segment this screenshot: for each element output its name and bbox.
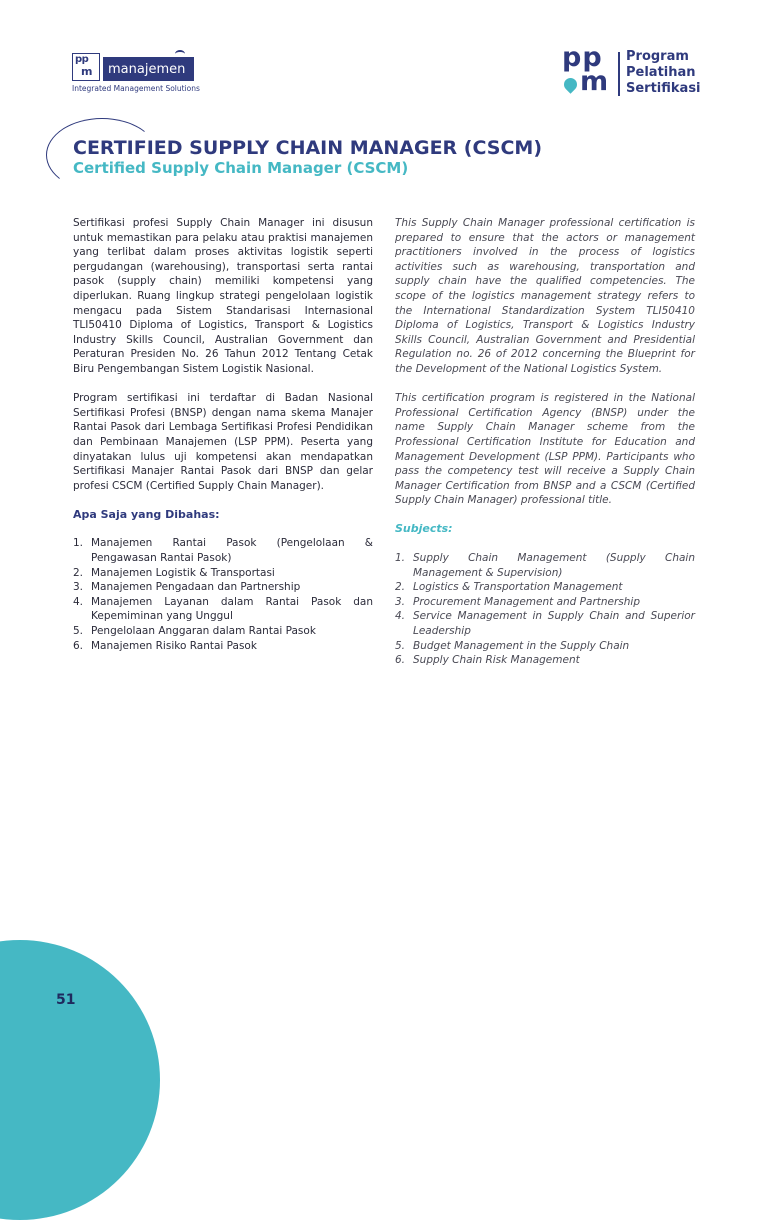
list-item: 2. Manajemen Logistik & Transportasi <box>73 566 275 579</box>
list-item: 4. Service Management in Supply Chain and Superior Leadership <box>395 610 695 638</box>
logo-tagline: Integrated Management Solutions <box>72 84 200 93</box>
list-item: 3. Manajemen Pengadaan dan Partnership <box>73 581 301 594</box>
logo-pp-text: pp <box>75 54 89 65</box>
logo-word-sertifikasi: Sertifikasi <box>626 81 701 96</box>
id-subjects-heading: Apa Saja yang Dibahas: <box>73 507 220 521</box>
list-item: 5. Pengelolaan Anggaran dalam Rantai Pasok <box>73 625 316 638</box>
en-paragraph-2: This certification program is registered in the National Professional Certification Agency (BNSP) under the name Supply Chain Manager scheme from the Professional Certification Institute for Education and Management Development (LSP PPM). Participants who pass the competency test will receive a Supply Chain Manager Certification from BNSP and a CSCM (Certified Supply Chain Manager) professional title. <box>395 392 695 507</box>
logo-right-m: m <box>580 66 609 97</box>
page-corner-circle <box>0 940 160 1220</box>
id-paragraph-2: Program sertifikasi ini terdaftar di Badan Nasional Sertifikasi Profesi (BNSP) dengan nama skema Manajer Rantai Pasok dari Lembaga Sertifikasi Profesi Pendidikan dan Pembinaan Manajemen (LSP PPM). Peserta yang dinyatakan lulus uji kompetensi akan mendapatkan Sertifikasi Manajer Rantai Pasok dari BNSP dan gelar profesi CSCM (Certified Supply Chain Manager). <box>73 392 373 492</box>
logo-swoosh-icon <box>175 50 185 58</box>
page-subtitle: Certified Supply Chain Manager (CSCM) <box>73 159 409 177</box>
page-number: 51 <box>56 992 76 1008</box>
page-title: CERTIFIED SUPPLY CHAIN MANAGER (CSCM) <box>73 137 542 159</box>
list-item: 6. Supply Chain Risk Management <box>395 654 580 667</box>
ppm-logo-box <box>72 53 100 81</box>
list-item: 3. Procurement Management and Partnership <box>395 595 641 608</box>
teal-drop-icon <box>561 75 579 93</box>
en-paragraph-1: This Supply Chain Manager professional certification is prepared to ensure that the actors or management practitioners involved in the process of logistics activities such as warehousing, transportation and supply chain have the qualified competencies. The scope of the logistics management strategy refers to the International Standardization System TLI50410 Diploma of Logistics, Transport & Logistics Industry Skills Council, Australian Government and Presidential Regulation no. 26 of 2012 concerning the Blueprint for the Development of the National Logistics System. <box>395 217 695 375</box>
ppm-manajemen-logo <box>72 53 200 95</box>
logo-brand: manajemen <box>103 57 194 81</box>
logo-m-text: m <box>81 65 93 78</box>
logo-word-pelatihan: Pelatihan <box>626 65 696 80</box>
logo-right-pp: pp <box>562 42 603 73</box>
list-item: 1. Supply Chain Management (Supply Chain Management & Supervision) <box>395 552 695 579</box>
list-item: 4. Manajemen Layanan dalam Rantai Pasok dan Kepemiminan yang Unggul <box>73 595 373 623</box>
logo-word-program: Program <box>626 49 689 64</box>
indonesian-column <box>73 216 373 653</box>
list-item: 5. Budget Management in the Supply Chain <box>395 639 630 652</box>
list-item: 2. Logistics & Transportation Management <box>395 581 623 594</box>
logo-right-words <box>626 49 701 97</box>
list-item: 6. Manajemen Risiko Rantai Pasok <box>73 639 257 652</box>
id-subjects-list <box>73 536 373 653</box>
list-item: 1. Manajemen Rantai Pasok (Pengelolaan & Pengawasan Rantai Pasok) <box>73 537 373 565</box>
id-paragraph-1: Sertifikasi profesi Supply Chain Manager ini disusun untuk memastikan para pelaku atau praktisi manajemen yang terlibat dalam proses aktivitas logistik seperti pergudangan (warehousing), transportasi serta rantai pasok (supply chain) memiliki kompetensi yang diperlukan. Ruang lingkup strategi pengelolaan logistik mengacu pada Sistem Standarisasi Internasional TLI50410 Diploma of Logistics, Transport & Logistics Industry Skills Council, Australian Government dan Peraturan Presiden No. 26 Tahun 2012 Tentang Cetak Biru Pengembangan Sistem Logistik Nasional. <box>73 217 373 375</box>
en-subjects-heading: Subjects: <box>395 522 453 536</box>
logo-divider <box>618 52 620 96</box>
english-column <box>395 216 695 668</box>
en-subjects-list <box>395 551 695 668</box>
ppm-certification-logo <box>562 42 702 100</box>
